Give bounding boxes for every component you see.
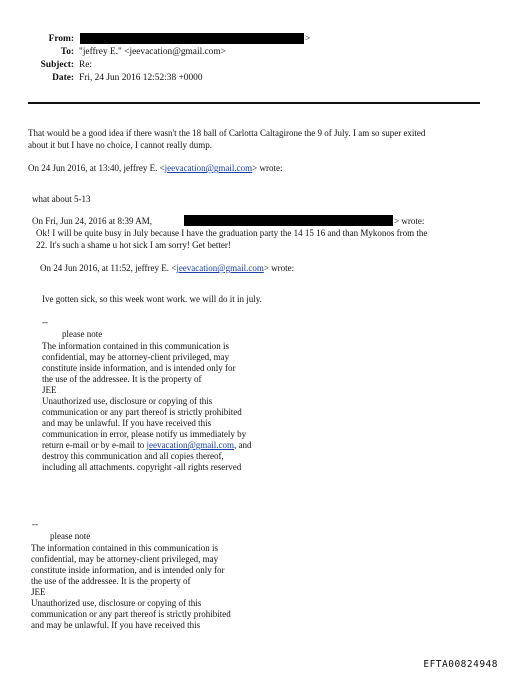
subject-value: Re: [79, 60, 93, 70]
quote-header-2: On Fri, Jun 24, 2016 at 8:39 AM, [32, 216, 153, 226]
reply-line-1: That would be a good idea if there wasn't the 18 ball of Carlotta Caltagirone the 9 of July. I am so super exited [28, 128, 426, 138]
disclaimer-line: and may be unlawful. If you have received this [31, 620, 201, 630]
quote-header-text: On 24 Jun 2016, at 13:40, jeffrey E. < [28, 163, 165, 173]
redaction-bar [80, 33, 304, 44]
disclaimer-line: communication or any part thereof is strictly prohibited [31, 609, 231, 619]
signature-dashes: -- [42, 317, 48, 327]
quote-header-2-tail: > wrote: [394, 216, 425, 226]
header-divider [28, 102, 480, 104]
to-label: To: [60, 47, 74, 57]
disclaimer-line: and may be unlawful. If you have received this [42, 418, 212, 428]
disclaimer-line: the use of the addressee. It is the property of [31, 576, 191, 586]
reply-line-2: about it but I have no choice, I cannot really dump. [28, 140, 212, 150]
quote-header-text: On 24 Jun 2016, at 11:52, jeffrey E. < [40, 263, 177, 273]
to-value: "jeffrey E." <jeevacation@gmail.com> [79, 47, 226, 57]
disclaimer-text: return e-mail or by e-mail to [42, 440, 147, 450]
busy-line-2: 22. It's such a shame u hot sick I am sorry! Get better! [36, 240, 231, 250]
email-link[interactable]: jeevacation@gmail.com [164, 163, 253, 173]
disclaimer-line: Unauthorized use, disclosure or copying of this [31, 598, 202, 608]
quote-header-1 [28, 162, 282, 174]
email-link[interactable]: jeevacation@gmail.com [176, 263, 264, 273]
busy-line-1: Ok! I will be quite busy in July because I have the graduation party the 14 15 16 and than Mykonos from the [36, 228, 428, 238]
signature-dashes: -- [32, 519, 38, 529]
date-value: Fri, 24 Jun 2016 12:52:38 +0000 [79, 73, 203, 83]
disclaimer-line: The information contained in this communication is [42, 341, 229, 351]
disclaimer-line: constitute inside information, and is intended only for [31, 565, 225, 575]
please-note: please note [50, 531, 91, 541]
disclaimer-line: the use of the addressee. It is the property of [42, 374, 202, 384]
subject-label: Subject: [40, 60, 74, 70]
bates-number: EFTA00824948 [423, 659, 498, 670]
disclaimer-text: , and [233, 440, 252, 450]
quote-header-text: > wrote: [252, 163, 283, 173]
from-tail: > [305, 34, 311, 44]
disclaimer-line: JEE [42, 385, 57, 395]
disclaimer-line: JEE [31, 587, 46, 597]
disclaimer-line: The information contained in this communication is [31, 543, 218, 553]
please-note: please note [62, 329, 103, 339]
disclaimer-line: communication in error, please notify us immediately by [42, 429, 247, 439]
disclaimer-line: Unauthorized use, disclosure or copying of this [42, 396, 213, 406]
disclaimer-line: communication or any part thereof is strictly prohibited [42, 407, 242, 417]
disclaimer-line: including all attachments. copyright -all rights reserved [42, 462, 242, 472]
disclaimer-line: confidential, may be attorney-client privileged, may [31, 554, 219, 564]
what-about-line: what about 5-13 [32, 194, 91, 204]
redaction-bar [184, 215, 393, 226]
quote-header-3 [40, 262, 294, 274]
disclaimer-line: confidential, may be attorney-client privileged, may [42, 352, 230, 362]
quote-header-text: > wrote: [263, 263, 295, 273]
disclaimer-line: destroy this communication and all copies thereof, [42, 451, 224, 461]
sick-line: Ive gotten sick, so this week wont work. we will do it in july. [42, 294, 262, 304]
email-link[interactable]: jeevacation@gmail.com [146, 440, 234, 450]
disclaimer-line: constitute inside information, and is intended only for [42, 363, 236, 373]
date-label: Date: [52, 73, 74, 83]
from-label: From: [48, 34, 74, 44]
